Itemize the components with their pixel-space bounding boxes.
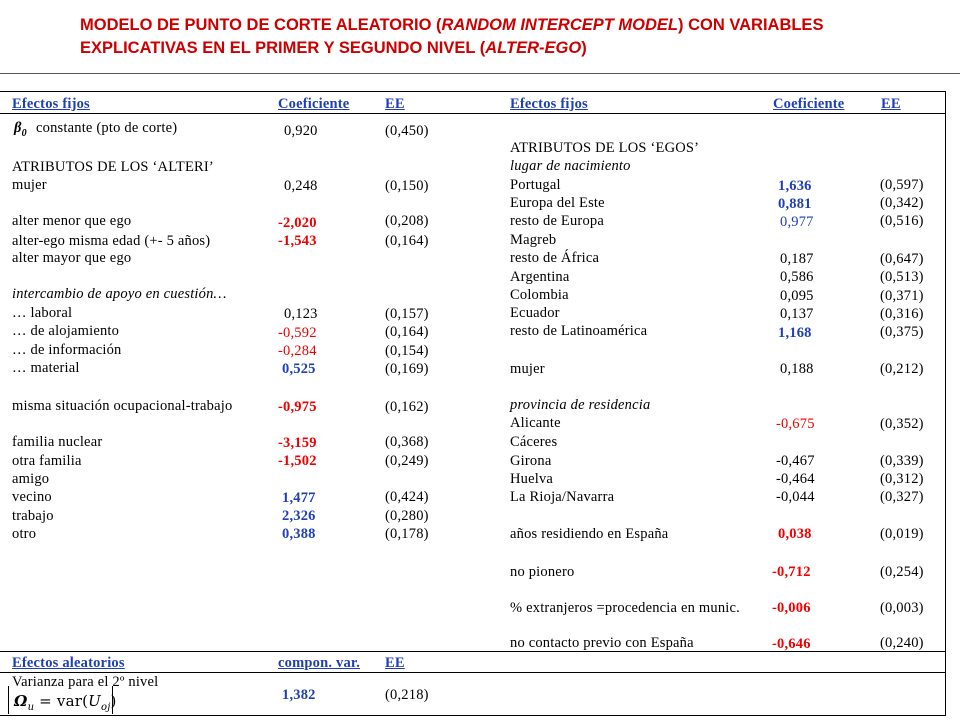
row-label-pionero: no pionero bbox=[510, 564, 575, 580]
ee-alojamiento: (0,164) bbox=[385, 324, 429, 340]
ee-familia-nuclear: (0,368) bbox=[385, 434, 429, 450]
ee-otro: (0,178) bbox=[385, 526, 429, 542]
row-label-amigo: amigo bbox=[12, 471, 50, 487]
row-label-misma-situacion: misma situación ocupacional-trabajo bbox=[12, 398, 233, 414]
coef-varianza: 1,382 bbox=[282, 687, 316, 703]
ee-alter-menor: (0,208) bbox=[385, 213, 429, 229]
row-label-mujer: mujer bbox=[12, 177, 47, 193]
section-egos: ATRIBUTOS DE LOS ‘EGOS’ bbox=[510, 140, 700, 156]
row-label-material: … material bbox=[12, 360, 80, 376]
coef-material: 0,525 bbox=[282, 361, 316, 377]
coef-girona: -0,467 bbox=[776, 453, 815, 469]
random-header-compon: compon. var. bbox=[278, 655, 361, 671]
ee-europa-este: (0,342) bbox=[880, 195, 924, 211]
right-header-effects: Efectos fijos bbox=[510, 96, 588, 112]
ee-mujer: (0,150) bbox=[385, 178, 429, 194]
row-label-otro: otro bbox=[12, 526, 37, 542]
left-header-effects: Efectos fijos bbox=[12, 96, 90, 112]
ee-constante: (0,450) bbox=[385, 123, 429, 139]
ee-argentina: (0,513) bbox=[880, 269, 924, 285]
coef-resto-africa: 0,187 bbox=[780, 251, 814, 267]
coef-constante: 0,920 bbox=[284, 123, 318, 139]
formula-left-bracket bbox=[8, 686, 9, 714]
ee-girona: (0,339) bbox=[880, 453, 924, 469]
left-header-coef: Coeficiente bbox=[278, 96, 350, 112]
title-divider bbox=[0, 73, 960, 74]
coef-resto-latam: 1,168 bbox=[778, 325, 812, 341]
title-italic: ALTER-EGO bbox=[485, 39, 582, 57]
left-header-ee: EE bbox=[385, 96, 405, 112]
row-label-vecino: vecino bbox=[12, 489, 52, 505]
row-label-constante: constante (pto de corte) bbox=[36, 120, 178, 136]
coef-informacion: -0,284 bbox=[278, 343, 317, 359]
ee-colombia: (0,371) bbox=[880, 288, 924, 304]
ee-informacion: (0,154) bbox=[385, 343, 429, 359]
ee-varianza: (0,218) bbox=[385, 687, 429, 703]
coef-vecino: 1,477 bbox=[282, 490, 316, 506]
ee-alter-misma: (0,164) bbox=[385, 233, 429, 249]
row-label-familia-nuclear: familia nuclear bbox=[12, 434, 103, 450]
coef-alicante: -0,675 bbox=[776, 416, 815, 432]
row-label-colombia: Colombia bbox=[510, 287, 569, 303]
coef-argentina: 0,586 bbox=[780, 269, 814, 285]
section-alteri: ATRIBUTOS DE LOS ‘ALTERI’ bbox=[12, 159, 214, 175]
coef-ecuador: 0,137 bbox=[780, 306, 814, 322]
coef-contacto: -0,646 bbox=[772, 636, 811, 652]
ee-misma-situacion: (0,162) bbox=[385, 399, 429, 415]
row-label-magreb: Magreb bbox=[510, 232, 557, 248]
ee-resto-africa: (0,647) bbox=[880, 251, 924, 267]
table-top-border bbox=[0, 91, 946, 92]
ee-laboral: (0,157) bbox=[385, 306, 429, 322]
section-apoyo: intercambio de apoyo en cuestión… bbox=[12, 286, 227, 302]
ee-huelva: (0,312) bbox=[880, 471, 924, 487]
row-label-alicante: Alicante bbox=[510, 415, 561, 431]
page-title bbox=[80, 14, 940, 60]
row-label-alter-menor: alter menor que ego bbox=[12, 213, 132, 229]
ee-anios: (0,019) bbox=[880, 526, 924, 542]
row-label-otra-familia: otra familia bbox=[12, 453, 82, 469]
row-label-caceres: Cáceres bbox=[510, 434, 558, 450]
coef-portugal: 1,636 bbox=[778, 178, 812, 194]
ee-extranjeros: (0,003) bbox=[880, 600, 924, 616]
ee-resto-europa: (0,516) bbox=[880, 213, 924, 229]
random-header-effects: Efectos aleatorios bbox=[12, 655, 125, 671]
title-part: MODELO DE PUNTO DE CORTE ALEATORIO ( bbox=[80, 16, 442, 34]
right-header-coef: Coeficiente bbox=[773, 96, 845, 112]
ee-pionero: (0,254) bbox=[880, 564, 924, 580]
row-label-resto-latam: resto de Latinoamérica bbox=[510, 323, 648, 339]
row-label-girona: Girona bbox=[510, 453, 552, 469]
coef-pionero: -0,712 bbox=[772, 564, 811, 580]
table-right-border bbox=[945, 91, 946, 716]
coef-familia-nuclear: -3,159 bbox=[278, 435, 317, 451]
ee-vecino: (0,424) bbox=[385, 489, 429, 505]
ee-alicante: (0,352) bbox=[880, 416, 924, 432]
row-label-alojamiento: … de alojamiento bbox=[12, 323, 120, 339]
ee-material: (0,169) bbox=[385, 361, 429, 377]
coef-misma-situacion: -0,975 bbox=[278, 399, 317, 415]
row-label-ecuador: Ecuador bbox=[510, 305, 560, 321]
coef-anios: 0,038 bbox=[778, 526, 812, 542]
row-label-europa-este: Europa del Este bbox=[510, 195, 605, 211]
row-label-argentina: Argentina bbox=[510, 269, 570, 285]
row-label-huelva: Huelva bbox=[510, 471, 554, 487]
random-header-ee: EE bbox=[385, 655, 405, 671]
row-label-anios: años residiendo en España bbox=[510, 526, 669, 542]
row-label-alter-mayor: alter mayor que ego bbox=[12, 250, 132, 266]
title-part: ) bbox=[581, 39, 587, 57]
ee-portugal: (0,597) bbox=[880, 177, 924, 193]
row-label-informacion: … de información bbox=[12, 342, 122, 358]
title-part: ) CON VARIABLES EXPLICATIVAS EN EL PRIMER Y SEGUNDO NIVEL ( bbox=[80, 16, 824, 57]
coef-otra-familia: -1,502 bbox=[278, 453, 317, 469]
row-label-rioja: La Rioja/Navarra bbox=[510, 489, 615, 505]
ee-ecuador: (0,316) bbox=[880, 306, 924, 322]
header-underline bbox=[0, 113, 946, 114]
coef-trabajo: 2,326 bbox=[282, 508, 316, 524]
row-label-varianza: Varianza para el 2º nivel bbox=[12, 674, 159, 690]
row-label-resto-europa: resto de Europa bbox=[510, 213, 604, 229]
coef-alojamiento: -0,592 bbox=[278, 325, 317, 341]
title-italic: RANDOM INTERCEPT MODEL bbox=[441, 16, 678, 34]
ee-resto-latam: (0,375) bbox=[880, 324, 924, 340]
coef-europa-este: 0,881 bbox=[778, 196, 812, 212]
row-label-extranjeros: % extranjeros =procedencia en munic. bbox=[510, 600, 740, 616]
coef-laboral: 0,123 bbox=[284, 306, 318, 322]
coef-extranjeros: -0,006 bbox=[772, 600, 811, 616]
beta-symbol: $\beta_0$ bbox=[14, 120, 27, 139]
coef-alter-menor: -2,020 bbox=[278, 215, 317, 231]
row-label-mujer-ego: mujer bbox=[510, 361, 545, 377]
row-label-contacto: no contacto previo con España bbox=[510, 635, 694, 651]
row-label-alter-misma: alter-ego misma edad (+- 5 años) bbox=[12, 233, 211, 249]
ee-trabajo: (0,280) bbox=[385, 508, 429, 524]
ee-rioja: (0,327) bbox=[880, 489, 924, 505]
coef-mujer: 0,248 bbox=[284, 178, 318, 194]
right-header-ee: EE bbox=[881, 96, 901, 112]
section-nacimiento: lugar de nacimiento bbox=[510, 158, 631, 174]
coef-mujer-ego: 0,188 bbox=[780, 361, 814, 377]
ee-mujer-ego: (0,212) bbox=[880, 361, 924, 377]
ee-contacto: (0,240) bbox=[880, 635, 924, 651]
table-bottom-border bbox=[0, 715, 946, 716]
coef-otro: 0,388 bbox=[282, 526, 316, 542]
coef-rioja: -0,044 bbox=[776, 489, 815, 505]
ee-otra-familia: (0,249) bbox=[385, 453, 429, 469]
row-label-laboral: … laboral bbox=[12, 305, 73, 321]
coef-resto-europa: 0,977 bbox=[780, 214, 814, 230]
row-label-portugal: Portugal bbox=[510, 177, 561, 193]
row-label-resto-africa: resto de África bbox=[510, 250, 600, 266]
coef-colombia: 0,095 bbox=[780, 288, 814, 304]
coef-huelva: -0,464 bbox=[776, 471, 815, 487]
row-label-trabajo: trabajo bbox=[12, 508, 54, 524]
variance-formula: $\Omega_u = var(U_{oj})$ bbox=[14, 692, 117, 713]
coef-alter-misma: -1,543 bbox=[278, 233, 317, 249]
section-provincia: provincia de residencia bbox=[510, 397, 651, 413]
